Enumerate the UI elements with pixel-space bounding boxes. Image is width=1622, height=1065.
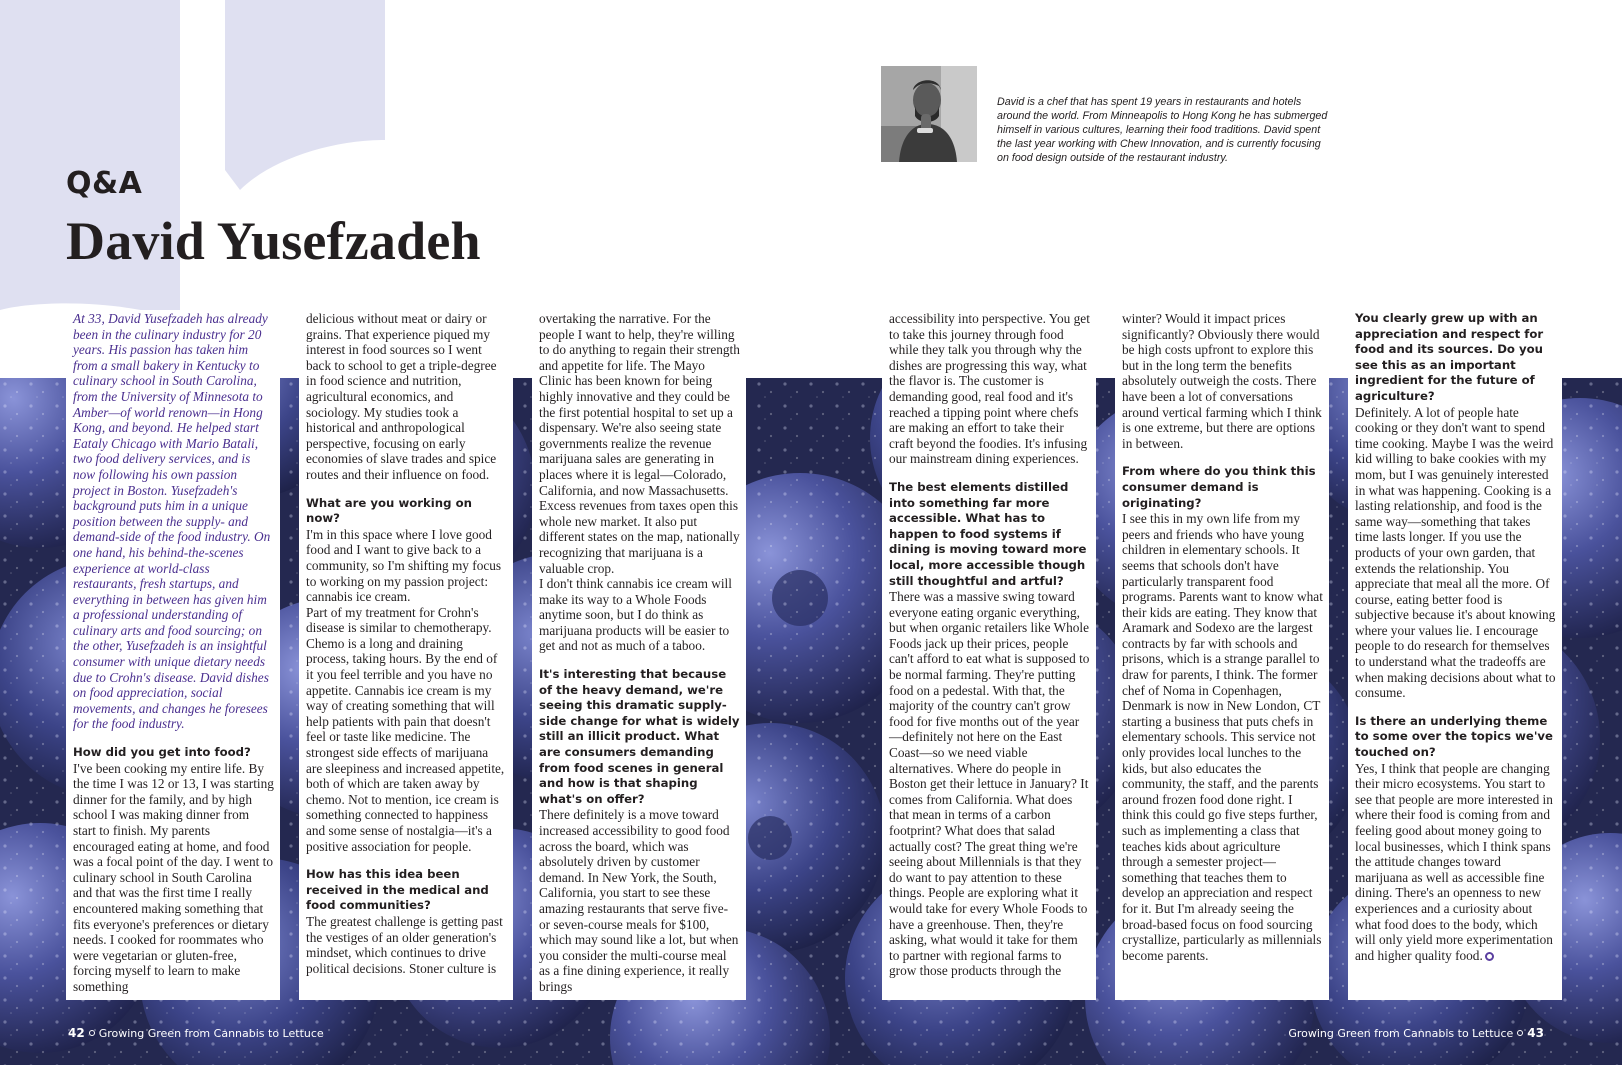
answer-paragraph: Part of my treatment for Crohn's disease is similar to chemotherapy. Chemo is a long and draining process, taking hours. By the end of it you feel terrible and you have no appetite. Cannabis ice cream is my way of creating something that will help patients with pain that doesn't feel or taste like medicine. The strongest side effects of marijuana are sleepiness and increased appetite, both of which are taken away by chemo. Not to mention, ice cream is something connected to happiness and some sense of nostalgia—it's a positive association for people. <box>306 604 505 854</box>
question-heading: How has this idea been received in the medical and food communities? <box>306 867 489 913</box>
question-heading: How did you get into food? <box>73 745 251 760</box>
question-heading: The best elements distilled into something far more accessible. What has to happen to food systems if dining is moving toward more local, more accessible though still thoughtful and artful? <box>889 479 1087 588</box>
question-heading: Is there an underlying theme to some over the topics we've touched on? <box>1355 713 1553 760</box>
answer-paragraph: I'm in this space where I love good food and I want to give back to a community, so I'm shifting my focus to working on my passion project: cannabis ice cream. <box>306 526 502 605</box>
answer-paragraph: The greatest challenge is getting past the vestiges of an older generation's mindset, which continues to drive political decisions. Stoner culture is <box>306 913 503 976</box>
footer-left <box>68 1026 324 1040</box>
bullet-dot-icon <box>89 1030 95 1036</box>
question-heading: You clearly grew up with an appreciation and respect for food and its sources. Do you see this as an important ingredient for the future of agriculture? <box>1355 311 1544 403</box>
page-number-right: 43 <box>1527 1026 1544 1040</box>
article-column-1 <box>66 310 280 1000</box>
answer-text: Yes, I think that people are changing their micro ecosystems. You start to see that people are more interested in where their food is coming from and feeling good about money going to local businesses, which I think spans the attitude changes toward marijuana as well as accessible fine dining. There's an openness to new experiences and a curiosity about what food does to the body, which will only yield more experimentation and higher quality food. <box>1355 760 1553 963</box>
answer-paragraph: overtaking the narrative. For the people I want to help, they're willing to do anything to regain their strength and appetite for life. The Mayo Clinic has been known for being highly innovative and they could be the first potential hospital to set up a dispensary. We're also seeing state governments realize the revenue marijuana sales are generating in places where it is legal—Colorado, California, and now Massachusetts. Excess revenues from taxes open this whole new market. It also put different states on the map, nationally recognizing that marijuana is a valuable crop. <box>539 311 740 576</box>
answer-paragraph: winter? Would it impact prices significantly? Obviously there would be high costs upfront to explore this but in the long term the benefits absolutely outweigh the costs. There have been a lot of conversations around vertical farming which I think is one extreme, but there are options in between. <box>1122 311 1322 451</box>
author-bio: David is a chef that has spent 19 years in restaurants and hotels around the world. From Minneapolis to Hong Kong he has submerged himself in various cultures, learning their food traditions. David spent the last year working with Chew Innovation, and is currently focusing on food design outside of the restaurant industry. <box>997 96 1328 164</box>
bullet-dot-icon <box>1517 1030 1523 1036</box>
answer-paragraph: There was a massive swing toward everyone eating organic everything, but when organic retailers like Whole Foods jack up their prices, people can't afford to eat what is supposed to be normal farming. They're putting food on a pedestal. With that, the majority of the country can't grow food for five months out of the year—definitely not here on the East Coast—so we need viable alternatives. Where do people in Boston get their lettuce in January? It comes from California. What does that mean in terms of a carbon footprint? What does that salad actually cost? The great thing we're seeing about Millennials is that they do want to pay attention to these things. People are exploring what it would take for every Whole Foods to have a greenhouse. Then, they're asking, what would it take for them to partner with regional farms to grow those products through the <box>889 589 1090 979</box>
article-column-4 <box>882 310 1096 1000</box>
article-column-5 <box>1115 310 1329 1000</box>
answer-paragraph: I don't think cannabis ice cream will make its way to a Whole Foods anytime soon, but I do think as marijuana products will be easier to get and not as much of a taboo. <box>539 576 732 654</box>
footer-right <box>1288 1026 1544 1040</box>
author-portrait <box>881 66 977 162</box>
answer-paragraph: I see this in my own life from my peers and friends who have young children in elementary schools. It seems that schools don't have particularly transparent food programs. Parents want to know what their kids are eating. They know that Aramark and Sodexo are the largest contracts by far with schools and prisons, which is a strange parallel to draw for parents, I think. The former chef of Noma in Copenhagen, Denmark is now in New London, CT starting a business that puts chefs in elementary schools. This service not only provides local lunches to the kids, but also educates the community, the staff, and the parents around frozen food done right. I think this could go five steps further, such as implementing a class that teaches kids about agriculture through a semester project— something that teaches them to develop an appreciation and respect for it. But I'm already seeing the broad-based focus on food sourcing crystallize, particularly as millennials become parents. <box>1122 511 1323 963</box>
end-of-article-icon <box>1485 952 1494 961</box>
answer-paragraph: There definitely is a move toward increased accessibility to good food across the board, which was absolutely driven by customer demand. In New York, the South, California, you start to see these amazing restaurants that serve five- or seven-course meals for $100, which may sound like a lot, but when you consider the multi-course meal as a fine dining experience, it really brings <box>539 807 739 994</box>
question-heading: From where do you think this consumer demand is originating? <box>1122 464 1316 510</box>
answer-paragraph <box>1355 761 1556 964</box>
question-heading: What are you working on now? <box>306 495 472 526</box>
article-lede: At 33, David Yusefzadeh has already been in the culinary industry for 20 years. His passion has taken him from a small bakery in Kentucky to culinary school in South Carolina, from the University of Minnesota to Amber—of world renown—in Hong Kong, and beyond. He helped start Eataly Chicago with Mario Batali, two food delivery services, and is now following his own passion project in Boston. Yusefzadeh's background puts him in a unique position between the supply- and demand-side of the food industry. On one hand, his behind-the-scenes experience at world-class restaurants, fresh startups, and everything in between has given him a professional understanding of culinary arts and food sourcing; on the other, Yusefzadeh is an insightful consumer with unique dietary needs due to Crohn's disease. David dishes on food appreciation, social movements, and changes he foresees for the food industry. <box>73 311 271 732</box>
footer-publication-right: Growing Green from Cannabis to Lettuce <box>1288 1026 1514 1040</box>
page-number-left: 42 <box>68 1026 85 1040</box>
article-column-6 <box>1348 310 1562 1000</box>
footer-publication-left: Growing Green from Cannabis to Lettuce <box>98 1026 324 1040</box>
section-kicker: Q&A <box>66 166 143 201</box>
answer-paragraph: delicious without meat or dairy or grains. That experience piqued my interest in food sources so I went back to school to get a triple-degree in food science and nutrition, agricultural economics, and sociology. My studies took a historical and anthropological perspective, focusing on early economies of slave trades and spice routes and their influence on food. <box>306 311 497 482</box>
article-column-3 <box>532 310 746 1000</box>
article-column-2 <box>299 310 513 1000</box>
question-heading: It's interesting that because of the heavy demand, we're seeing this dramatic supply-side change for what is widely still an illicit product. What are consumers demanding from food scenes in general and how is that shaping what's on offer? <box>539 667 740 806</box>
answer-paragraph: Definitely. A lot of people hate cooking or they don't want to spend time cooking. Maybe I was the weird kid willing to bake cookies with my mom, but I was genuinely interested in what was happening. Cooking is a lasting relationship, and food is the same way—something that takes time lasts longer. If you use the products of your own garden, that extends the relationship. You appreciate that meal all the more. Of course, eating better food is subjective because it's about knowing where your values lie. I encourage people to do research for themselves to understand what the tradeoffs are when making decisions about what to consume. <box>1355 404 1556 701</box>
page-title: David Yusefzadeh <box>66 211 481 271</box>
answer-paragraph: I've been cooking my entire life. By the time I was 12 or 13, I was starting dinner for the family, and by high school I was making dinner from start to finish. My parents encouraged eating at home, and food was a focal point of the day. I went to culinary school in South Carolina and that was the first time I really encountered making something that fits everyone's preferences or dietary needs. I cooked for roommates who were vegetarian or gluten-free, forcing myself to learn to make something <box>73 760 274 994</box>
answer-paragraph: accessibility into perspective. You get to take this journey through food while they talk you through why the dishes are progressing this way, what the flavor is. The customer is demanding good, real food and it's reached a tipping point where chefs are making an effort to take their craft beyond the foodies. It's infusing our mainstream dining experiences. <box>889 311 1090 467</box>
decorative-quote-mark <box>0 0 400 320</box>
